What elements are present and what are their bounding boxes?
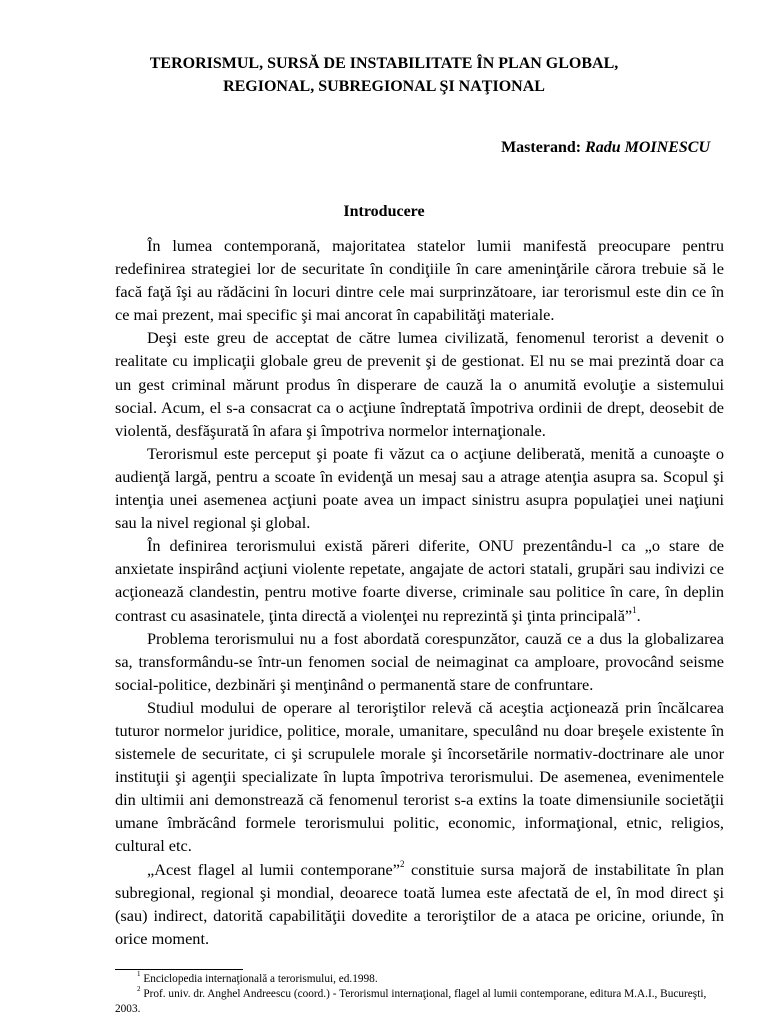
author-separator: : xyxy=(575,139,586,156)
section-heading: Introducere xyxy=(343,203,425,220)
paragraph-1: În lumea contemporană, majoritatea statelor lumii manifestă preocupare pentru redefinirea strategiei lor de securitate în condiţiile în care ameninţările cărora trebuie să le facă faţă îşi au rădăcini în locuri dintre cele mai surprinzătoare, iar terorismul este din ce în ce mai prezent, mai specific şi mai ancorat în capabilităţi materiale. xyxy=(115,236,724,325)
paragraph-5: Problema terorismului nu a fost abordată corespunzător, cauză ce a dus la globalizarea sa, transformându-se într-un fenomen social de neimaginat ca amploare, provocând seisme social-politice, dezbinări şi menţinând o permanentă stare de confruntare. xyxy=(115,628,724,694)
author-name: Radu MOINESCU xyxy=(585,139,710,156)
page-title xyxy=(0,52,768,98)
author-label: Masterand xyxy=(501,139,576,156)
footnote-2 xyxy=(115,987,724,1017)
paragraph-6: Studiul modului de operare al teroriştilor relevă că aceştia acţionează prin încălcarea tuturor normelor juridice, politice, morale, umanitare, speculând nu doar breşele existente în sistemele de securitate, ci şi scrupulele morale şi încorsetările normativ-doctrinare ale unor instituţii şi agenţii specializate în lupta împotriva terorismului. De asemenea, evenimentele din ultimii ani demonstrează că fenomenul terorist s-a extins la toate dimensiunile societăţii umane îmbrăcând formele terorismului politic, economic, informaţional, etnic, religios, cultural etc. xyxy=(115,697,724,856)
paragraph-3: Terorismul este perceput şi poate fi văzut ca o acţiune deliberată, menită a cunoaşte o audienţă largă, pentru a scoate în evidenţă un mesaj sau a atrage atenţia asupra sa. Scopul şi intenţia unei asemenea acţiuni poate avea un impact sinistru asupra populaţiei unei naţiuni sau la nivel regional şi global. xyxy=(115,443,724,533)
footnote-1 xyxy=(115,972,724,987)
title-line-1: TERORISMUL, SURSĂ DE INSTABILITATE ÎN PLAN GLOBAL, xyxy=(149,55,619,72)
author-line xyxy=(501,139,710,157)
paragraph-7 xyxy=(115,858,724,950)
paragraph-2: Deşi este greu de acceptat de către lumea civilizată, fenomenul terorist a devenit o realitate cu implicaţii globale greu de prevenit şi de gestionat. El nu se mai prezintă doar ca un gest criminal mărunt produs în disperare de cauză la o anumită evoluţie a sistemului social. Acum, el s-a consacrat ca o acţiune îndreptată împotriva ordinii de drept, deosebit de violentă, desfăşurată în afara şi împotriva normelor internaţionale. xyxy=(115,328,724,440)
footnotes xyxy=(115,972,724,1017)
footnote-ref-2[interactable]: 2 xyxy=(399,859,405,870)
paragraph-4-text: În definirea terorismului există păreri diferite, ONU prezentându-l ca „o stare de anxietate inspirând acţiuni violente repetate, angajate de actori statali, grupări sau indivizi ce acţionează clandestin, pentru motive foarte diverse, criminale sau politice în care, în deplin contrast cu asasinatele, ţinta directă a violenţei nu reprezintă şi ţinta principală” xyxy=(115,536,724,625)
footnote-2-text: Prof. univ. dr. Anghel Andreescu (coord.) - Terorismul internaţional, flagel al lumii contemporane, editura M.A.I., Bucureşti, 2003. xyxy=(115,988,707,1015)
paragraph-4-end: . xyxy=(636,605,641,625)
footnote-2-mark: 2 xyxy=(137,985,141,994)
paragraph-4 xyxy=(115,534,724,626)
paragraph-7-quote: „Acest flagel al lumii contemporane” xyxy=(147,859,400,879)
footnote-divider xyxy=(115,969,243,970)
paragraph-7-text: constituie sursa majoră de instabilitate în plan subregional, regional şi mondial, deoarece toată lumea este afectată de el, în mod direct şi (sau) indirect, datorită capabilităţii dovedite a teroriştilor de a ataca pe oricine, oriunde, în orice moment. xyxy=(115,859,725,948)
body-text xyxy=(115,234,724,950)
footnote-ref-1[interactable]: 1 xyxy=(632,605,637,616)
footnote-1-mark: 1 xyxy=(137,970,141,979)
title-line-2: REGIONAL, SUBREGIONAL ŞI NAŢIONAL xyxy=(223,78,545,95)
footnote-1-text: Enciclopedia internaţională a terorismului, ed.1998. xyxy=(140,973,378,985)
